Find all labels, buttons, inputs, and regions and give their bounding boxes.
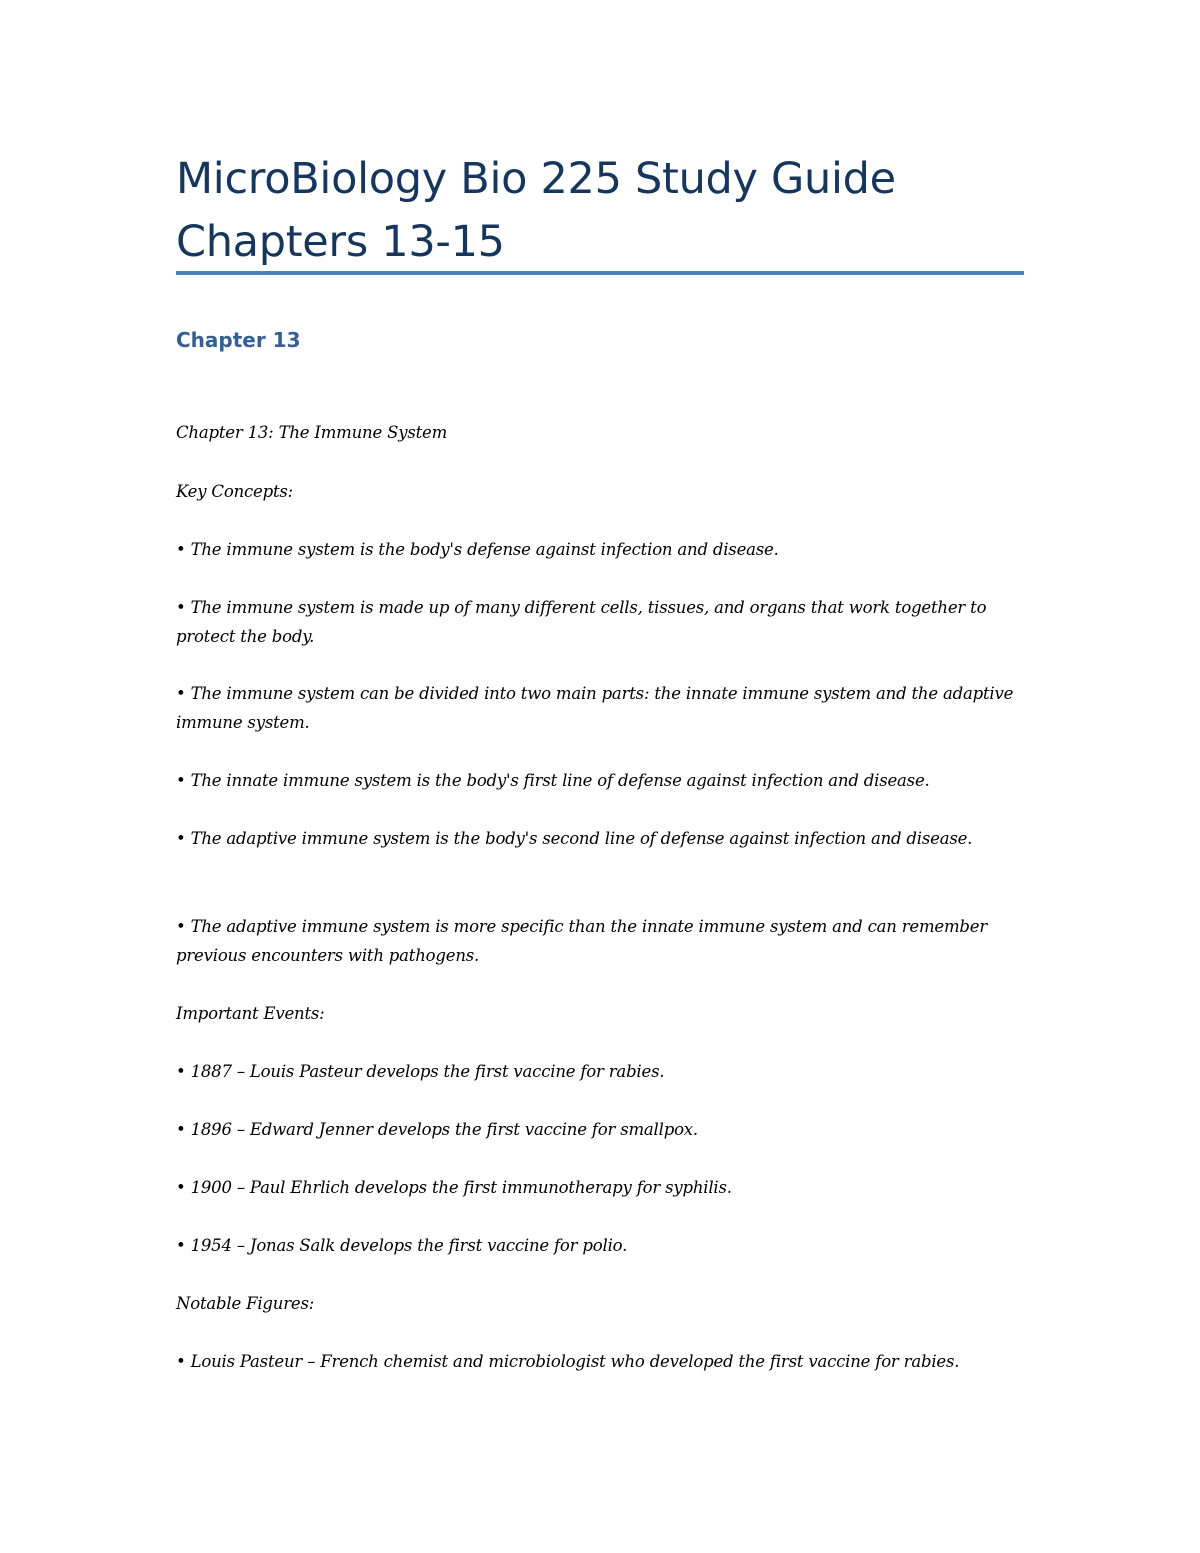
important-event-item: • 1900 – Paul Ehrlich develops the first immunotherapy for syphilis.: [176, 1178, 732, 1197]
important-event-item: • 1887 – Louis Pasteur develops the first vaccine for rabies.: [176, 1062, 665, 1081]
key-concept-item: • The adaptive immune system is the body's second line of defense against infection and disease.: [176, 829, 973, 848]
title-line-1: MicroBiology Bio 225 Study Guide: [176, 154, 896, 204]
important-events-label: Important Events:: [176, 1004, 325, 1023]
key-concept-item: • The adaptive immune system is more specific than the innate immune system and can remember previous encounters with pathogens.: [176, 917, 988, 965]
key-concept-item: • The immune system can be divided into two main parts: the innate immune system and the adaptive immune system.: [176, 684, 1014, 732]
title-line-2: Chapters 13-15: [176, 217, 505, 267]
key-concept-item: • The immune system is made up of many different cells, tissues, and organs that work together to protect the body.: [176, 598, 987, 646]
title-underline-rule: [176, 271, 1024, 275]
important-event-item: • 1896 – Edward Jenner develops the first vaccine for smallpox.: [176, 1120, 698, 1139]
notable-figure-item: • Louis Pasteur – French chemist and microbiologist who developed the first vaccine for rabies.: [176, 1352, 960, 1371]
key-concept-item: • The immune system is the body's defense against infection and disease.: [176, 540, 779, 559]
document-title: [176, 148, 1024, 274]
key-concepts-label: Key Concepts:: [176, 482, 294, 501]
key-concept-item: • The innate immune system is the body's first line of defense against infection and disease.: [176, 771, 930, 790]
important-event-item: • 1954 – Jonas Salk develops the first vaccine for polio.: [176, 1236, 628, 1255]
chapter-subtitle: Chapter 13: The Immune System: [176, 423, 448, 442]
chapter-heading: Chapter 13: [176, 328, 301, 352]
notable-figures-label: Notable Figures:: [176, 1294, 315, 1313]
